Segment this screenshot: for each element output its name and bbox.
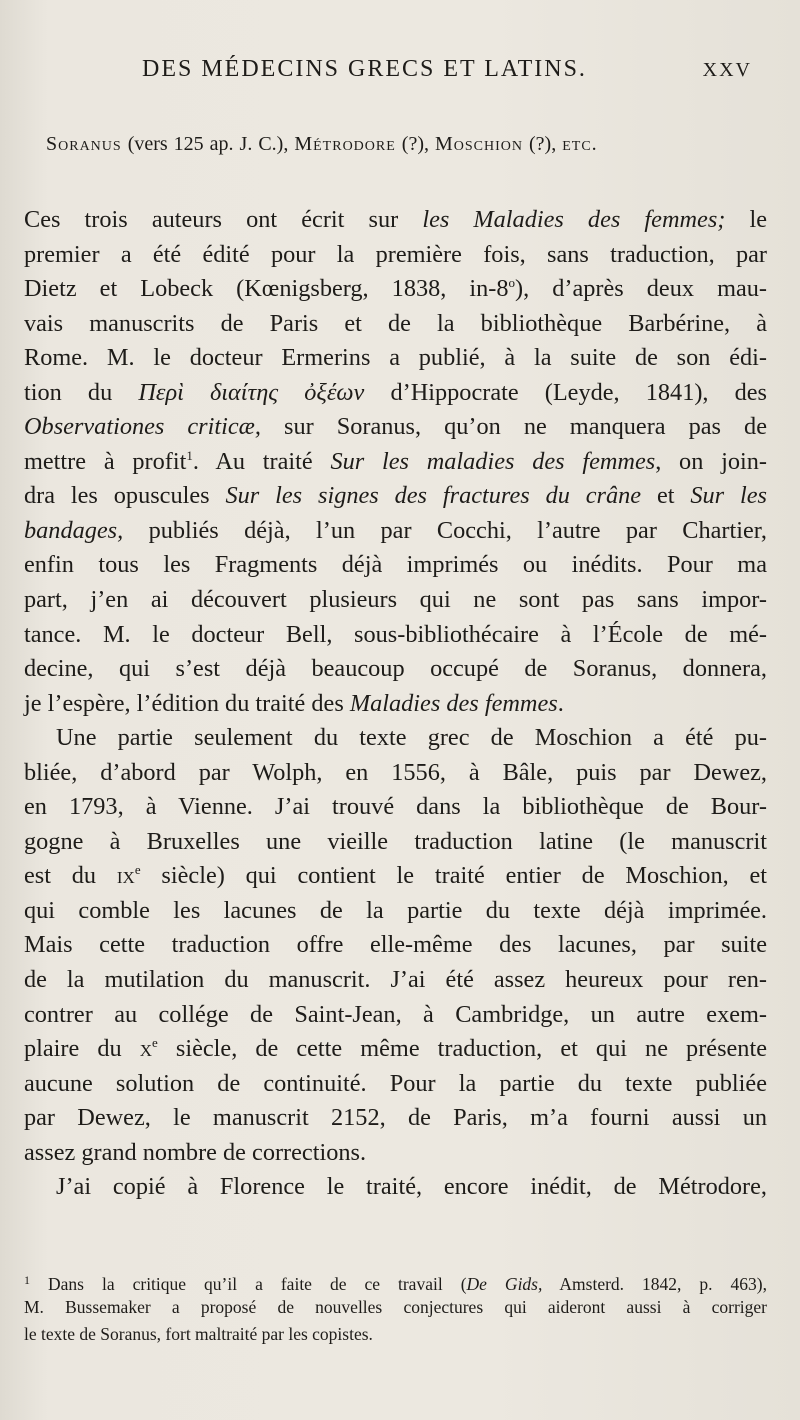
heading-author-soranus: Soranus [46, 133, 122, 155]
text-line: tion du Περὶ διαίτης ὀξέων d’Hippocrate (Leyde, 1841), des [24, 378, 768, 406]
text-line: Observationes criticæ, sur Soranus, qu’on ne manquera pas de [24, 413, 767, 441]
heading-etc: etc. [562, 133, 598, 155]
text-line: premier a été édité pour la première fois, sans traduction, par [24, 240, 767, 268]
footnote-mark: 1 [24, 1273, 30, 1287]
text-line: aucune solution de continuité. Pour la partie du texte publiée [24, 1069, 767, 1097]
text-line: bliée, d’abord par Wolph, en 1556, à Bâle, puis par Dewez, [24, 758, 767, 786]
text-line: decine, qui s’est déjà beaucoup occupé de Soranus, donnera, [24, 655, 767, 683]
footnotes [24, 1267, 767, 1348]
heading-moschion-mark: (?), [529, 133, 557, 155]
text-line: plaire du $x^e$ siècle, de cette même traduction, et qui ne présente [24, 1035, 767, 1063]
running-title: DES MÉDECINS GRECS ET LATINS. [142, 56, 587, 82]
text-line: Ces trois auteurs ont écrit sur les Maladies des femmes; le [24, 206, 768, 233]
text-line: mettre à profit$^1$. Au traité Sur les maladies des femmes, on join- [24, 447, 767, 475]
section-heading [46, 133, 760, 156]
text-line: bandages, publiés déjà, l’un par Cocchi, l’autre par Chartier, [24, 516, 767, 544]
text-line: Une partie seulement du texte grec de Moschion a été pu- [56, 724, 767, 752]
text-line: dra les opuscules Sur les signes des fractures du crâne et Sur les [24, 482, 767, 510]
text-line: je l’espère, l’édition du traité des Maladies des femmes. [24, 689, 564, 717]
text-line: par Dewez, le manuscrit 2152, de Paris, m’a fourni aussi un [24, 1104, 767, 1132]
text-line: vais manuscrits de Paris et de la bibliothèque Barbérine, à [24, 309, 767, 337]
text-line: contrer au collége de Saint-Jean, à Cambridge, un autre exem- [24, 1000, 767, 1028]
body-text [24, 203, 767, 1205]
text-line: de la mutilation du manuscrit. J’ai été assez heureux pour ren- [24, 966, 767, 994]
text-line: enfin tous les Fragments déjà imprimés ou inédits. Pour ma [24, 551, 767, 579]
page-number: XXV [702, 59, 752, 81]
text-line: tance. M. le docteur Bell, sous-bibliothécaire à l’École de mé- [24, 620, 767, 648]
text-line: est du $ix^e$ siècle) qui contient le traité entier de Moschion, et [24, 862, 767, 890]
text-line: part, j’en ai découvert plusieurs qui ne sont pas sans impor- [24, 586, 767, 614]
text-line: J’ai copié à Florence le traité, encore inédit, de Métrodore, [56, 1173, 767, 1201]
text-line: Mais cette traduction offre elle-même des lacunes, par suite [24, 931, 767, 959]
heading-metrodore-mark: (?), [401, 133, 429, 155]
heading-author-metrodore: Métrodore [294, 133, 396, 155]
footnote-line: le texte de Soranus, fort maltraité par les copistes. [24, 1324, 373, 1344]
text-line: en 1793, à Vienne. J’ai trouvé dans la bibliothèque de Bour- [24, 793, 767, 821]
footnote-line: $^1$ Dans la critique qu’il a faite de ce travail (De Gids, Amsterd. 1842, p. 463), [24, 1273, 768, 1294]
text-line: assez grand nombre de corrections. [24, 1138, 367, 1166]
running-header [40, 56, 760, 86]
text-line: qui comble les lacunes de la partie du texte déjà imprimée. [24, 896, 767, 924]
text-line: Dietz et Lobeck (Kœnigsberg, 1838, in-8$^o$), d’après deux mau- [24, 275, 767, 303]
text-line: gogne à Bruxelles une vieille traduction latine (le manuscrit [24, 827, 767, 855]
footnote-line: M. Bussemaker a proposé de nouvelles conjectures qui aideront aussi à corriger [24, 1297, 767, 1317]
text-line: Rome. M. le docteur Ermerins a publié, à la suite de son édi- [24, 344, 767, 372]
heading-author-moschion: Moschion [435, 133, 524, 155]
heading-soranus-date: (vers 125 ap. J. C.), [127, 133, 289, 155]
